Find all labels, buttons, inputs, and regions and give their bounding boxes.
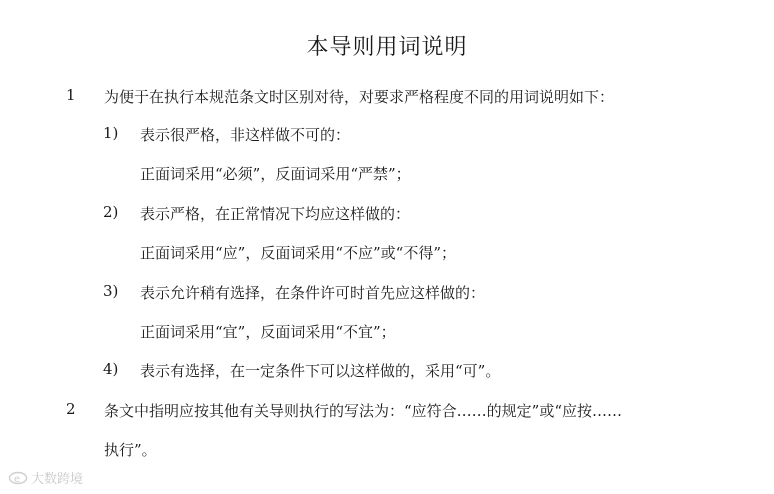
watermark-text: 大数跨境 [31,472,84,487]
subitem-number: 3) [103,282,119,300]
subitem-detail: 正面词采用“宜”，反面词采用“不宜”； [140,323,396,341]
subitem-text: 表示有选择，在一定条件下可以这样做的，采用“可”。 [140,362,501,380]
item-continuation: 执行”。 [104,441,157,459]
item-number: 2 [66,400,76,418]
watermark [8,468,83,487]
subitem-text: 表示很严格，非这样做不可的： [140,126,351,144]
page-title: 本导则用词说明 [306,35,468,60]
svg-text:e: e [14,473,21,485]
ie-logo-icon [8,471,28,485]
subitem-text: 表示允许稍有选择，在条件许可时首先应这样做的： [140,284,486,302]
subitem-text: 表示严格，在正常情况下均应这样做的： [140,205,411,223]
subitem-number: 4) [103,360,119,378]
subitem-number: 1) [103,124,119,142]
subitem-number: 2) [103,203,119,221]
item-text: 条文中指明应按其他有关导则执行的写法为：“应符合……的规定”或“应按…… [104,402,623,420]
item-text: 为便于在执行本规范条文时区别对待，对要求严格程度不同的用词说明如下： [104,88,615,106]
item-number: 1 [66,86,76,104]
subitem-detail: 正面词采用“应”，反面词采用“不应”或“不得”； [140,244,457,262]
subitem-detail: 正面词采用“必须”，反面词采用“严禁”； [140,165,411,183]
